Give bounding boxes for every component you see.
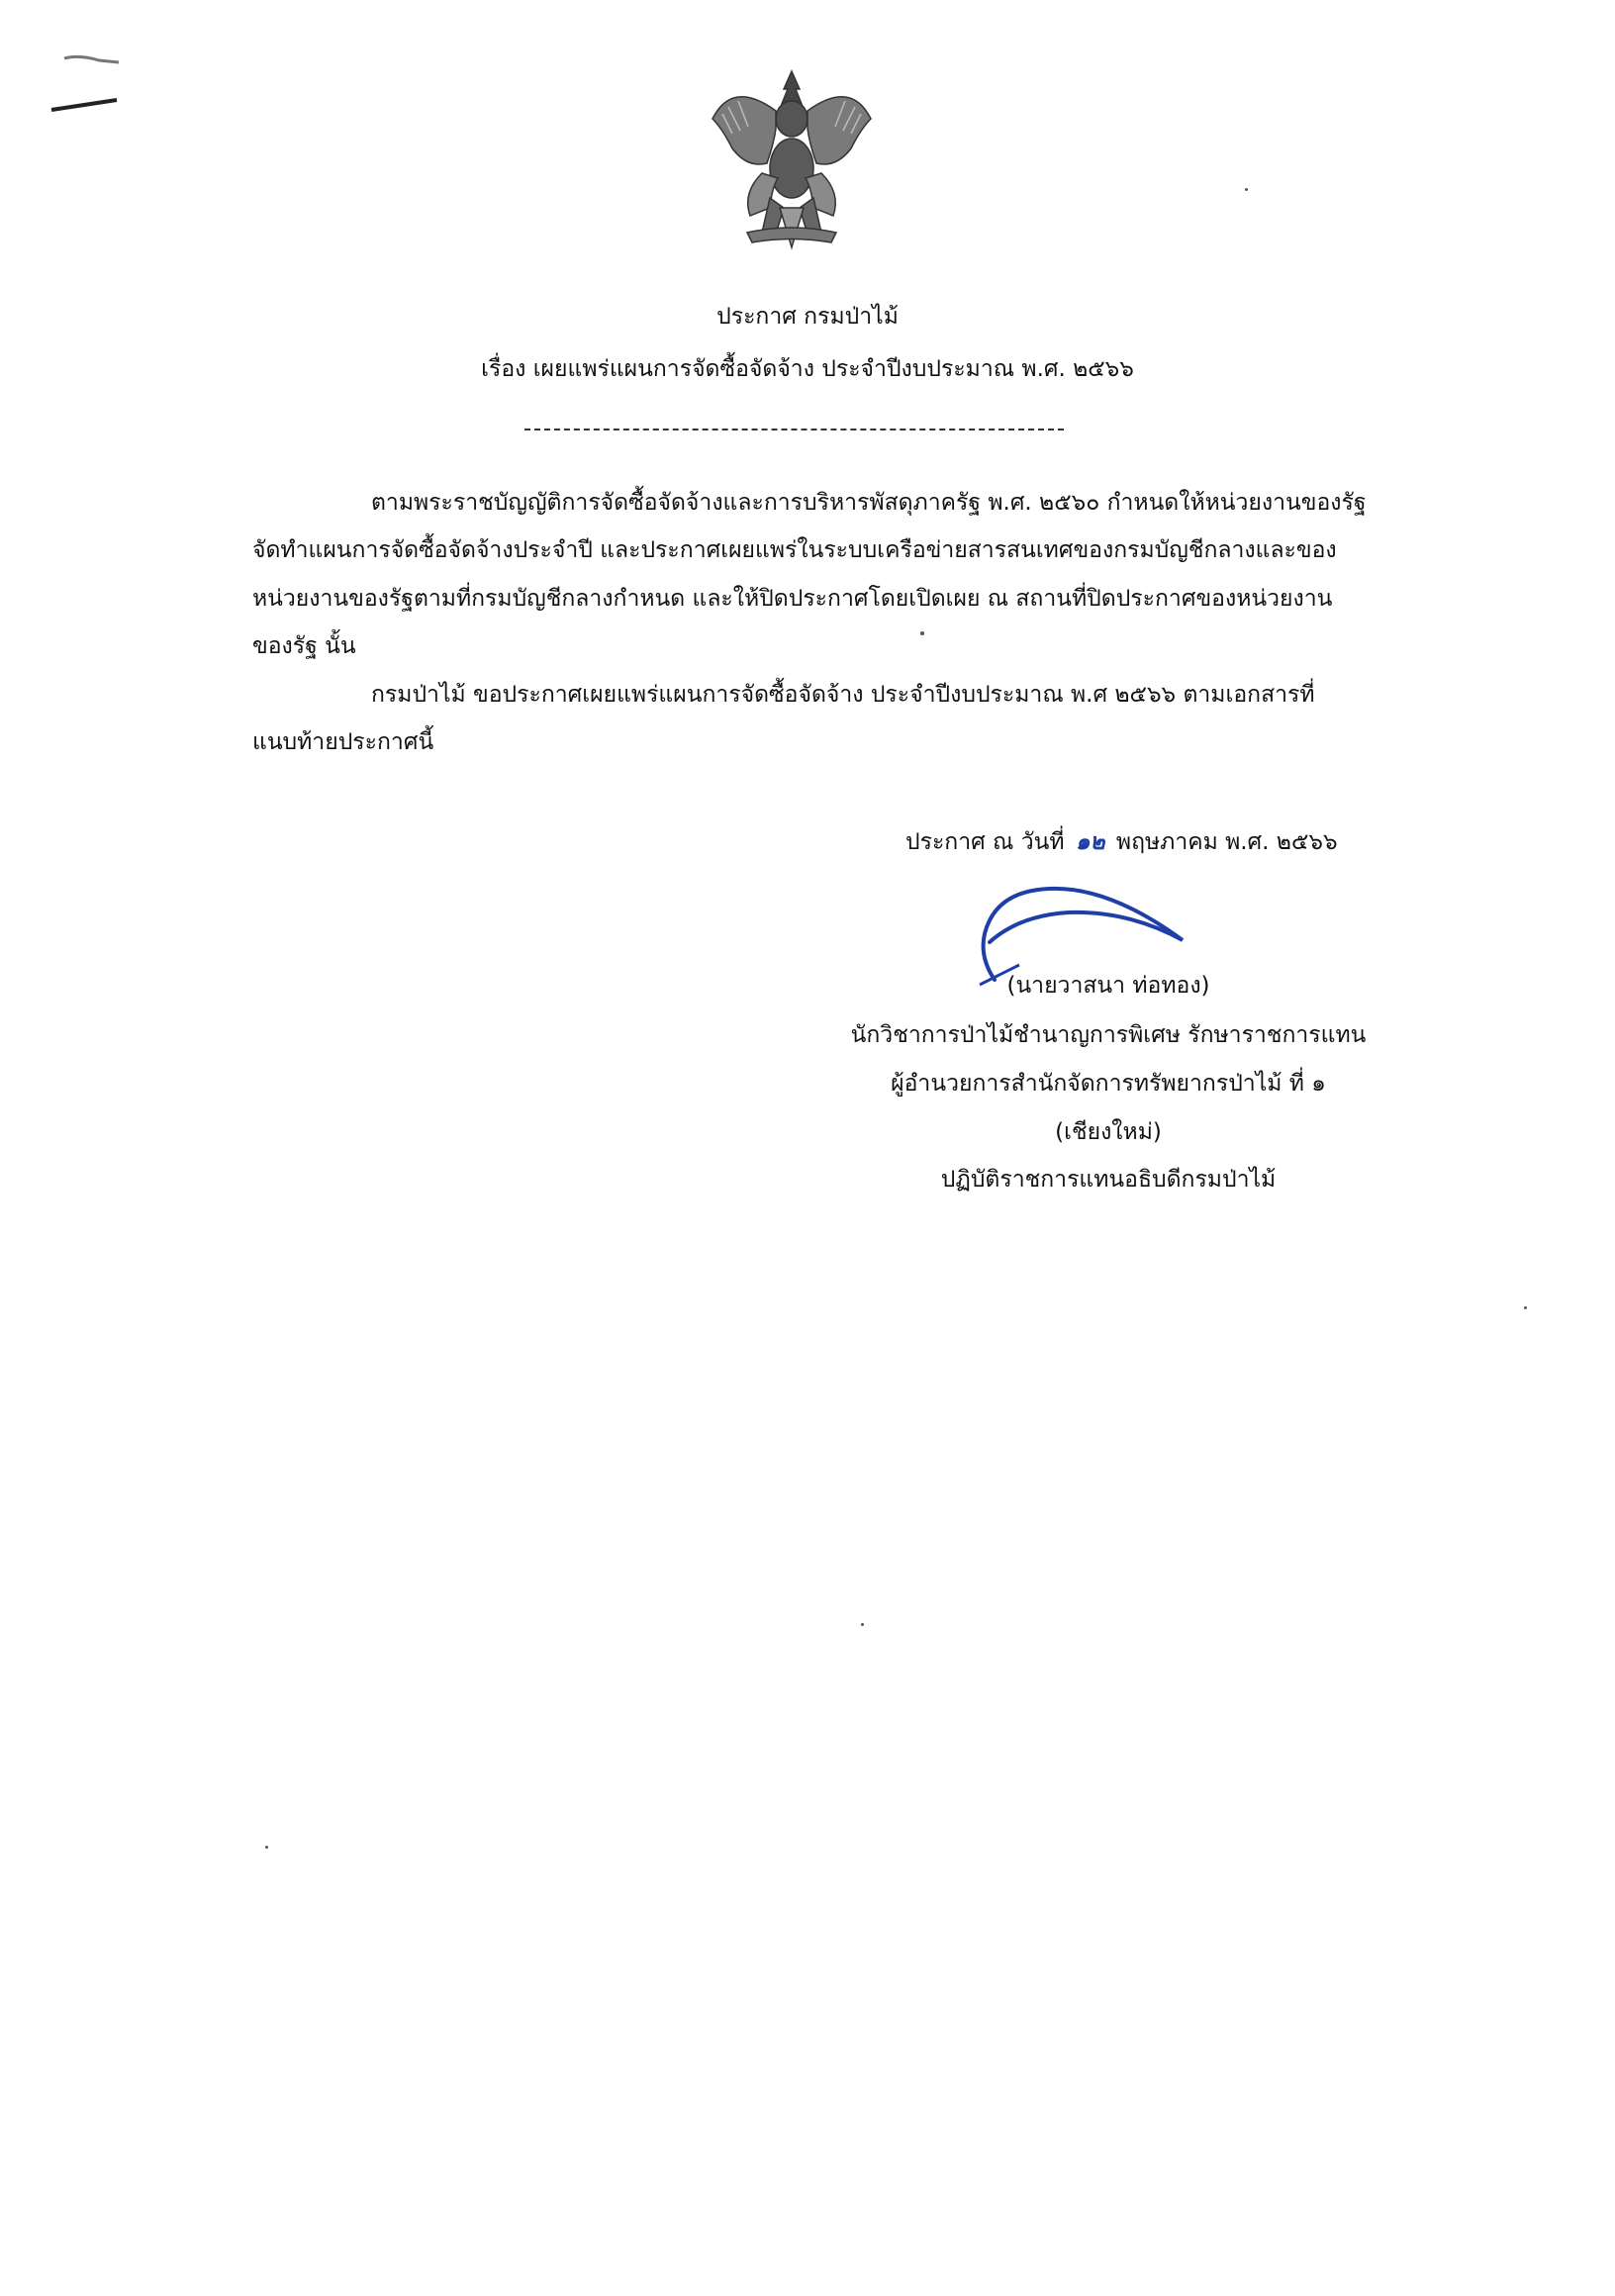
body-p2-line-1: กรมป่าไม้ ขอประกาศเผยแพร่แผนการจัดซื้อจัดจ้าง ประจำปีงบประมาณ พ.ศ ๒๕๖๖ ตามเอกสารที่ — [371, 682, 1315, 708]
signatory-position-1: นักวิชาการป่าไม้ชำนาญการพิเศษ รักษาราชการแทน — [850, 1022, 1367, 1048]
date-day-handwritten: ๑๒ — [1075, 829, 1105, 855]
announcement-title: ประกาศ กรมป่าไม้ — [716, 304, 899, 330]
signatory-position-3: (เชียงใหม่) — [1055, 1119, 1162, 1145]
scan-speck — [861, 1623, 864, 1626]
signatory-position-2: ผู้อำนวยการสำนักจัดการทรัพยากรป่าไม้ ที่ ๑ — [891, 1071, 1326, 1097]
signatory-name: (นายวาสนา ท่อทอง) — [1006, 973, 1210, 999]
date-prefix: ประกาศ ณ วันที่ — [905, 829, 1065, 855]
garuda-emblem-icon — [693, 59, 891, 257]
body-p2-line-2: แนบท้ายประกาศนี้ — [252, 729, 434, 755]
date-line — [905, 824, 1338, 860]
separator-line — [524, 429, 1064, 430]
date-suffix: พฤษภาคม พ.ศ. ๒๕๖๖ — [1115, 829, 1338, 855]
body-p1-line-4: ของรัฐ นั้น — [252, 633, 356, 659]
body-p1-line-1: ตามพระราชบัญญัติการจัดซื้อจัดจ้างและการบริหารพัสดุภาครัฐ พ.ศ. ๒๕๖๐ กำหนดให้หน่วยงานของรัฐ — [371, 490, 1367, 516]
scan-speck — [920, 631, 924, 635]
scan-speck — [1245, 188, 1248, 191]
scan-speck — [265, 1846, 268, 1849]
body-p1-line-3: หน่วยงานของรัฐตามที่กรมบัญชีกลางกำหนด และให้ปิดประกาศโดยเปิดเผย ณ สถานที่ปิดประกาศของหน่วยงาน — [252, 586, 1333, 612]
scan-speck — [1524, 1306, 1527, 1309]
scan-marks — [40, 45, 139, 124]
signatory-position-4: ปฏิบัติราชการแทนอธิบดีกรมป่าไม้ — [940, 1167, 1277, 1193]
body-p1-line-2: จัดทำแผนการจัดซื้อจัดจ้างประจำปี และประกาศเผยแพร่ในระบบเครือข่ายสารสนเทศของกรมบัญชีกลางและของ — [252, 537, 1337, 563]
announcement-subject: เรื่อง เผยแพร่แผนการจัดซื้อจัดจ้าง ประจำปีงบประมาณ พ.ศ. ๒๕๖๖ — [481, 356, 1134, 382]
